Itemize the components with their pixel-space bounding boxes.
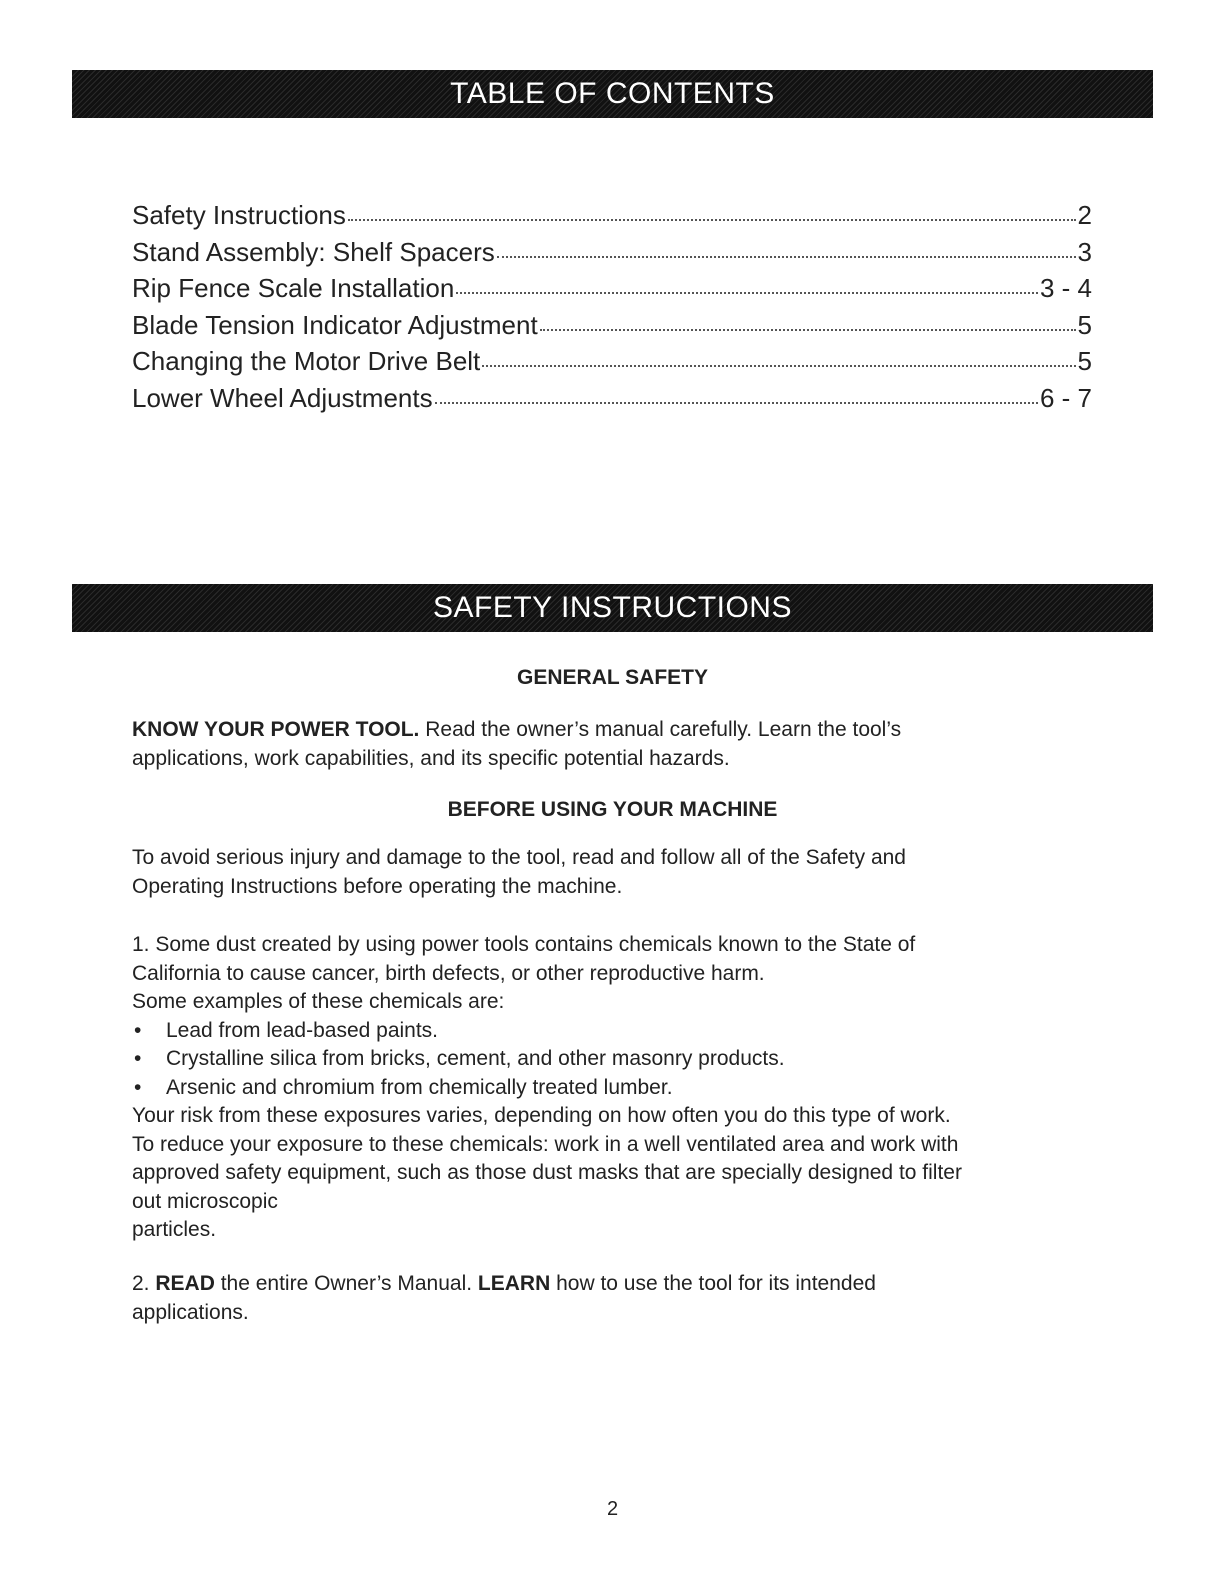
paragraph-line: applications. (132, 1300, 249, 1324)
toc-entry-title: Rip Fence Scale Installation (132, 273, 455, 303)
general-safety-heading: GENERAL SAFETY (517, 666, 708, 689)
toc-entry-page: 2 (1077, 200, 1092, 230)
paragraph-line: 1. Some dust created by using power tools contains chemicals known to the State of (132, 933, 916, 956)
item-number: 2. (132, 1272, 156, 1295)
safety-banner-title: SAFETY INSTRUCTIONS (433, 591, 792, 624)
toc-dot-leader (435, 402, 1038, 404)
toc-dot-leader (497, 256, 1076, 258)
paragraph-line: Operating Instructions before operating the machine. (132, 874, 623, 898)
toc-entry-page: 5 (1077, 346, 1092, 376)
paragraph-line: applications, work capabilities, and its specific potential hazards. (132, 746, 730, 770)
list-item (132, 1017, 1092, 1046)
paragraph-line: out microscopic (132, 1189, 278, 1213)
toc-entry-title: Blade Tension Indicator Adjustment (132, 309, 538, 340)
toc-entry-page: 3 - 4 (1039, 273, 1092, 303)
dust-warning-item (132, 931, 1092, 1245)
bullet-icon: • (134, 1018, 142, 1042)
paragraph-line: Some examples of these chemicals are: (132, 990, 505, 1013)
paragraph-line (132, 1270, 1092, 1299)
list-item (132, 1045, 1092, 1074)
toc-entry-page: 5 (1077, 309, 1092, 340)
paragraph-line: California to cause cancer, birth defects, or other reproductive harm. (132, 961, 765, 985)
paragraph-line: particles. (132, 1218, 217, 1241)
toc-entry (132, 382, 1092, 422)
toc-entry (132, 275, 1092, 312)
list-item-text: Lead from lead-based paints. (166, 1018, 439, 1042)
toc-entry-page: 3 (1077, 236, 1092, 267)
toc-entry (132, 309, 1092, 349)
know-your-tool-text: Read the owner’s manual carefully. Learn the tool’s (419, 718, 902, 741)
toc-dot-leader (348, 219, 1076, 221)
paragraph-line: To avoid serious injury and damage to the tool, read and follow all of the Safety and (132, 846, 906, 869)
page-number: 2 (606, 1498, 619, 1520)
toc-dot-leader (540, 329, 1076, 331)
toc-entry-title: Changing the Motor Drive Belt (132, 346, 481, 376)
toc-entry (132, 236, 1092, 276)
paragraph-line (132, 716, 1092, 745)
toc-entry-page: 6 - 7 (1039, 382, 1092, 413)
know-your-tool-lead: KNOW YOUR POWER TOOL. (132, 718, 420, 741)
toc-entry-title: Stand Assembly: Shelf Spacers (132, 236, 495, 267)
toc-banner-title: TABLE OF CONTENTS (450, 77, 775, 110)
toc-entry-title: Safety Instructions (132, 200, 346, 230)
toc-entry (132, 348, 1092, 385)
paragraph-line: approved safety equipment, such as those dust masks that are specially designed to filter (132, 1161, 962, 1184)
toc-entry (132, 202, 1092, 239)
toc-banner (72, 70, 1153, 118)
read-manual-item (132, 1270, 1092, 1327)
paragraph-line: To reduce your exposure to these chemicals: work in a well ventilated area and work with (132, 1132, 959, 1156)
safety-instructions-banner (72, 584, 1153, 632)
item-text: how to use the tool for its intended (550, 1272, 876, 1295)
toc-entry-title: Lower Wheel Adjustments (132, 382, 433, 413)
before-using-heading: BEFORE USING YOUR MACHINE (447, 798, 778, 821)
list-item-text: Arsenic and chromium from chemically treated lumber. (166, 1075, 673, 1099)
list-item-text: Crystalline silica from bricks, cement, and other masonry products. (166, 1047, 785, 1070)
know-your-tool-paragraph (132, 716, 1092, 773)
learn-emphasis: LEARN (477, 1272, 551, 1295)
paragraph-line: Your risk from these exposures varies, depending on how often you do this type of work. (132, 1104, 951, 1127)
toc-dot-leader (456, 292, 1038, 294)
read-emphasis: READ (155, 1272, 215, 1295)
bullet-icon: • (134, 1075, 142, 1099)
table-of-contents (132, 202, 1092, 421)
bullet-icon: • (134, 1047, 142, 1070)
item-text: the entire Owner’s Manual. (214, 1272, 478, 1295)
toc-dot-leader (482, 365, 1075, 367)
avoid-injury-paragraph (132, 844, 1092, 901)
list-item (132, 1074, 1092, 1103)
